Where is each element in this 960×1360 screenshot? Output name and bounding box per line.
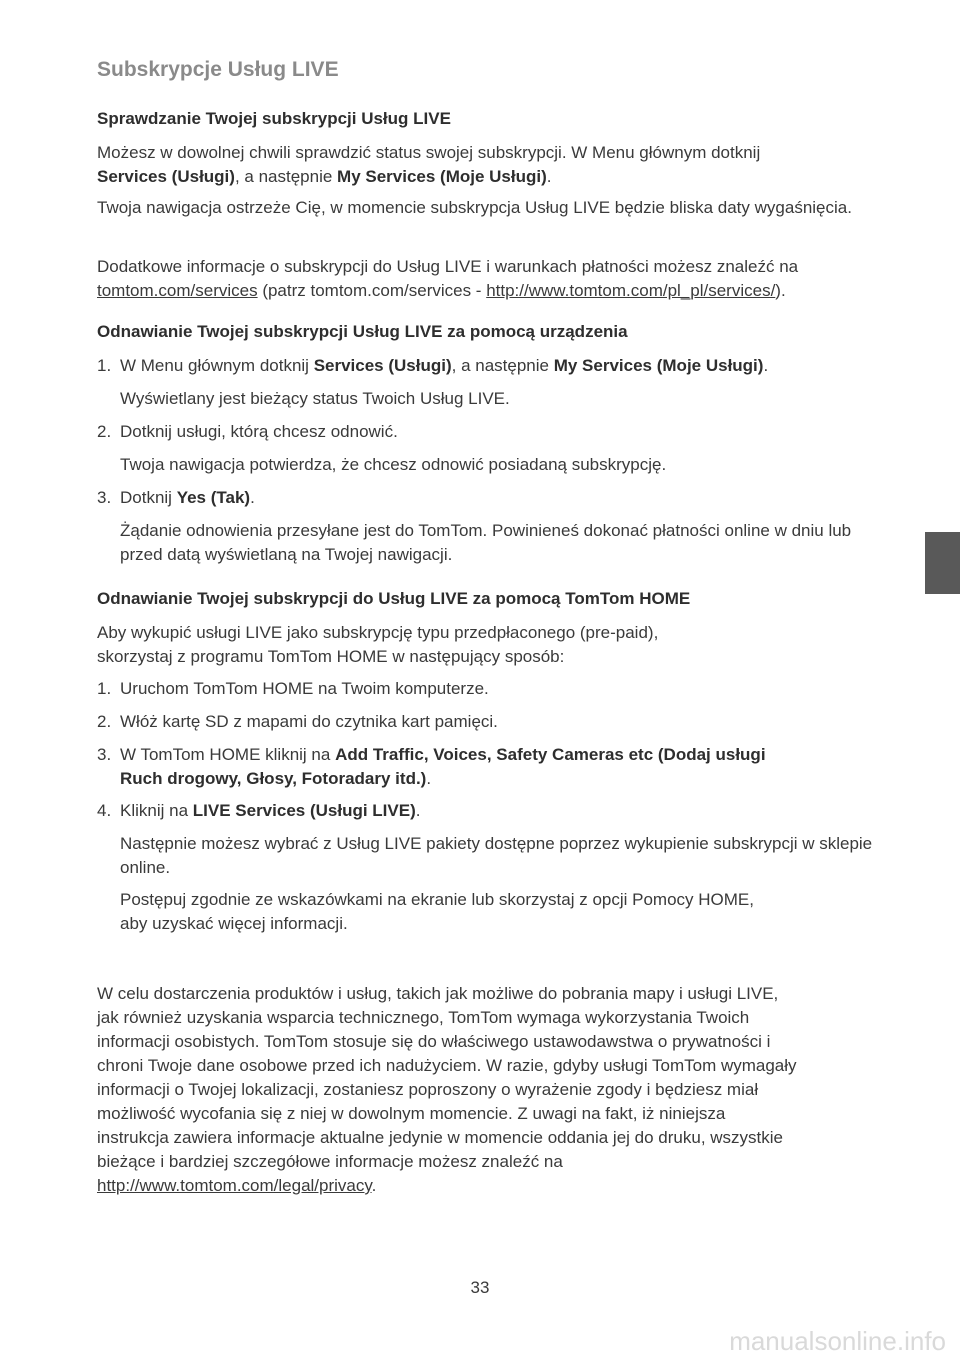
text: Postępuj zgodnie ze wskazówkami na ekranie lub skorzystaj z opcji Pomocy HOME,: [120, 890, 754, 909]
section-heading-checking: Sprawdzanie Twojej subskrypcji Usług LIVE: [97, 109, 451, 128]
text: skorzystaj z programu TomTom HOME w następujący sposób:: [97, 647, 565, 666]
text: Możesz w dowolnej chwili sprawdzić status swojej subskrypcji. W Menu głównym dotknij: [97, 143, 761, 162]
menu-item-my-services: My Services (Moje Usługi): [553, 356, 764, 375]
watermark: manualsonline.info: [729, 1326, 946, 1356]
privacy-line: jak również uzyskania wsparcia technicznego, TomTom wymaga wykorzystania Twoich: [97, 1008, 750, 1027]
privacy-line: informacji osobistych. TomTom stosuje się do właściwego ustawodawstwa o prywatności i: [97, 1032, 771, 1051]
text: .: [250, 488, 255, 507]
menu-item-add-traffic: Add Traffic, Voices, Safety Cameras etc (Dodaj usługi: [335, 745, 766, 764]
privacy-line: W celu dostarczenia produktów i usług, takich jak możliwe do pobrania mapy i usługi LIVE,: [97, 984, 779, 1003]
text: .: [426, 769, 432, 788]
list-number: 3.: [97, 745, 112, 764]
privacy-line: instrukcja zawiera informacje aktualne jedynie w momencie oddania jej do druku, wszystkie: [97, 1128, 783, 1147]
list-item: [97, 743, 897, 791]
button-label-yes: Yes (Tak): [176, 488, 251, 507]
paragraph-status-check: [97, 141, 897, 189]
list-item: [97, 354, 897, 378]
list-number: 4.: [97, 801, 112, 820]
menu-item-services: Services (Usługi): [313, 356, 452, 375]
list-number: 2.: [97, 422, 112, 441]
text: aby uzyskać więcej informacji.: [120, 914, 348, 933]
privacy-line: możliwość wycofania się z niej w dowolnym momencie. Z uwagi na fakt, iż niniejsza: [97, 1104, 726, 1123]
text: W Menu głównym dotknij: [120, 356, 314, 375]
text: .: [371, 1176, 377, 1195]
text: W TomTom HOME kliknij na: [120, 745, 336, 764]
list-item: [97, 799, 897, 823]
chapter-tab-marker: [925, 532, 960, 594]
text: Dotknij usługi, którą chcesz odnowić.: [120, 422, 398, 441]
text: (patrz tomtom.com/services -: [257, 281, 487, 300]
link-tomtom-services[interactable]: tomtom.com/services: [97, 281, 258, 300]
text: Dodatkowe informacje o subskrypcji do Usług LIVE i warunkach płatności możesz znaleźć na: [97, 257, 799, 276]
text: Dotknij: [120, 488, 177, 507]
text: .: [763, 356, 769, 375]
paragraph-more-info: [97, 255, 897, 303]
list-item-note: Następnie możesz wybrać z Usług LIVE pakiety dostępne poprzez wykupienie subskrypcji w sklepie online.: [120, 834, 873, 877]
page-title: Subskrypcje Usług LIVE: [97, 58, 339, 81]
list-number: 3.: [97, 488, 112, 507]
text: Aby wykupić usługi LIVE jako subskrypcję typu przedpłaconego (pre-paid),: [97, 623, 659, 642]
text: Uruchom TomTom HOME na Twoim komputerze.: [120, 679, 489, 698]
text: .: [546, 167, 552, 186]
privacy-line: bieżące i bardziej szczegółowe informacje możesz znaleźć na: [97, 1152, 563, 1171]
section-heading-renew-home: Odnawianie Twojej subskrypcji do Usług LIVE za pomocą TomTom HOME: [97, 589, 691, 608]
list-number: 2.: [97, 712, 112, 731]
section-heading-renew-device: Odnawianie Twojej subskrypcji Usług LIVE za pomocą urządzenia: [97, 322, 628, 341]
paragraph-intro: [97, 621, 897, 669]
list-item: [97, 420, 897, 444]
list-item-note: Wyświetlany jest bieżący status Twoich Usług LIVE.: [120, 389, 510, 408]
paragraph-expiry-warning: Twoja nawigacja ostrzeże Cię, w momencie subskrypcja Usług LIVE będzie bliska daty wygaśnięcia.: [97, 198, 852, 217]
list-number: 1.: [97, 679, 112, 698]
list-item-note: Żądanie odnowienia przesyłane jest do TomTom. Powinieneś dokonać płatności online w dniu lub przed datą wyświetlaną na Twojej nawigacji.: [120, 521, 852, 564]
list-item: [97, 677, 897, 701]
page-number: 33: [470, 1278, 490, 1297]
menu-item-my-services: My Services (Moje Usługi): [337, 167, 547, 186]
list-item-note: Twoja nawigacja potwierdza, że chcesz odnowić posiadaną subskrypcję.: [120, 455, 667, 474]
menu-item-services: Services (Usługi): [97, 167, 235, 186]
paragraph-privacy: [97, 982, 897, 1198]
text: ).: [775, 281, 786, 300]
list-item: [97, 486, 897, 510]
text: .: [415, 801, 421, 820]
link-tomtom-services-url[interactable]: http://www.tomtom.com/pl_pl/services/: [486, 281, 776, 300]
menu-item-live-services: LIVE Services (Usługi LIVE): [192, 801, 416, 820]
text: , a następnie: [451, 356, 554, 375]
list-item-note: [97, 888, 920, 936]
privacy-line: chroni Twoje dane osobowe przed ich nadużyciem. W razie, gdyby usługi TomTom wymagały: [97, 1056, 797, 1075]
text: Kliknij na: [120, 801, 193, 820]
list-item: [97, 710, 897, 734]
text: , a następnie: [234, 167, 338, 186]
link-privacy[interactable]: http://www.tomtom.com/legal/privacy: [97, 1176, 372, 1195]
menu-item-add-traffic-cont: Ruch drogowy, Głosy, Fotoradary itd.): [120, 769, 427, 788]
list-number: 1.: [97, 356, 112, 375]
text: Włóż kartę SD z mapami do czytnika kart pamięci.: [120, 712, 498, 731]
privacy-line: informacji o Twojej lokalizacji, zostaniesz poproszony o wyrażenie zgody i będziesz miał: [97, 1080, 759, 1099]
